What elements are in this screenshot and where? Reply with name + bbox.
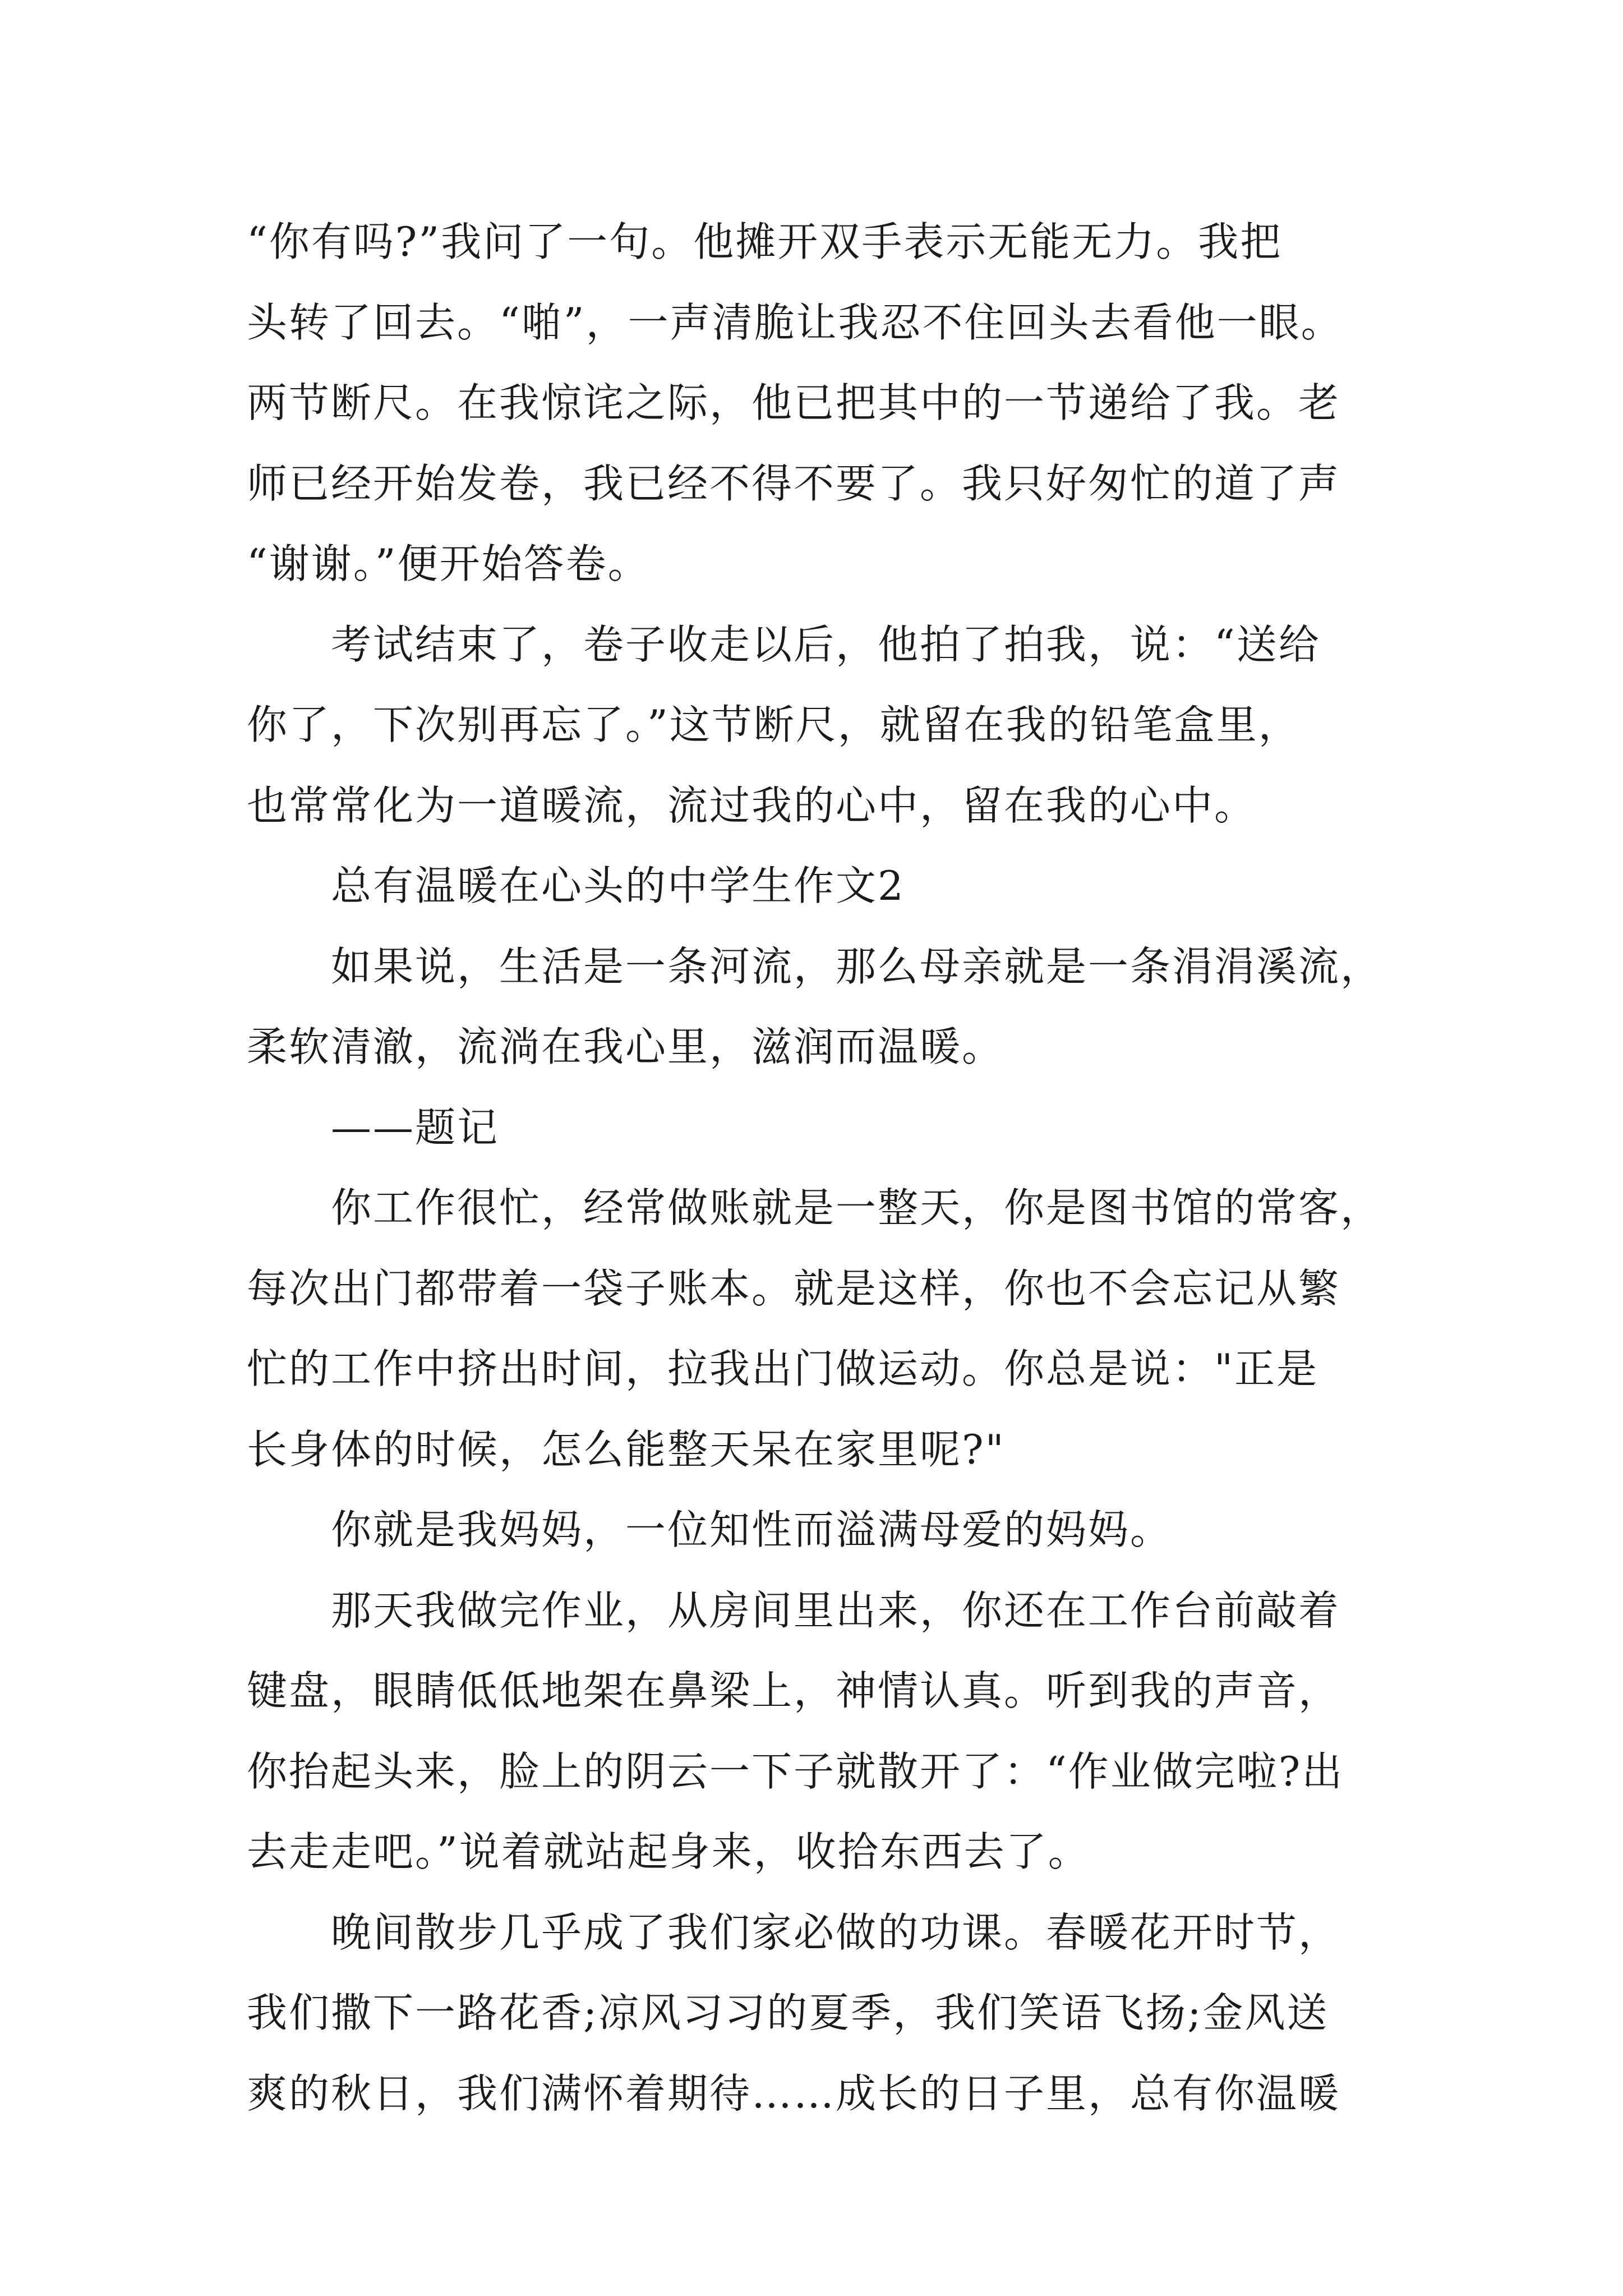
text-line: 两节断尺。在我惊诧之际，他已把其中的一节递给了我。老 [247, 379, 1341, 426]
text-line: 我们撒下一路花香;凉风习习的夏季，我们笑语飞扬;金风送 [247, 1989, 1329, 2036]
text-line: 去走走吧。”说着就站起身来，收拾东西去了。 [247, 1828, 1090, 1875]
text-line: 你抬起头来，脸上的阴云一下子就散开了：“作业做完啦?出 [247, 1747, 1344, 1795]
text-line: 柔软清澈，流淌在我心里，滋润而温暖。 [247, 1023, 1004, 1070]
text-line: 每次出门都带着一袋子账本。就是这样，你也不会忘记从繁 [247, 1264, 1341, 1312]
text-line: 爽的秋日，我们满怀着期待……成长的日子里，总有你温暖 [247, 2069, 1341, 2117]
text-line: “你有吗?”我问了一句。他摊开双手表示无能无力。我把 [247, 218, 1283, 265]
paragraph-start: 考试结束了，卷子收走以后，他拍了拍我，说：“送给 [331, 620, 1321, 668]
text-line: 也常常化为一道暖流，流过我的心中，留在我的心中。 [247, 781, 1257, 829]
text-line: 你了，下次别再忘了。”这节断尺，就留在我的铅笔盒里， [247, 701, 1301, 748]
document-body [247, 202, 1391, 2134]
essay-title: 总有温暖在心头的中学生作文2 [331, 862, 905, 909]
paragraph-start: 你工作很忙，经常做账就是一整天，你是图书馆的常客， [331, 1184, 1383, 1231]
paragraph-start: 如果说，生活是一条河流，那么母亲就是一条涓涓溪流， [331, 942, 1383, 990]
paragraph-start: 你就是我妈妈，一位知性而溢满母爱的妈妈。 [331, 1506, 1173, 1553]
text-line: 长身体的时候，怎么能整天呆在家里呢?" [247, 1425, 1006, 1473]
text-line: 师已经开始发卷，我已经不得不要了。我只好匆忙的道了声 [247, 459, 1341, 507]
epigraph-attribution: ——题记 [331, 1103, 500, 1151]
text-line: 忙的工作中挤出时间，拉我出门做运动。你总是说："正是 [247, 1345, 1319, 1392]
paragraph-start: 那天我做完作业，从房间里出来，你还在工作台前敲着 [331, 1586, 1341, 1634]
text-line: 头转了回去。“啪”，一声清脆让我忍不住回头去看他一眼。 [247, 298, 1343, 346]
text-line: 键盘，眼睛低低地架在鼻梁上，神情认真。听到我的声音， [247, 1667, 1341, 1714]
paragraph-start: 晚间散步几乎成了我们家必做的功课。春暖花开时节， [331, 1908, 1341, 1956]
text-line: “谢谢。”便开始答卷。 [247, 540, 650, 587]
